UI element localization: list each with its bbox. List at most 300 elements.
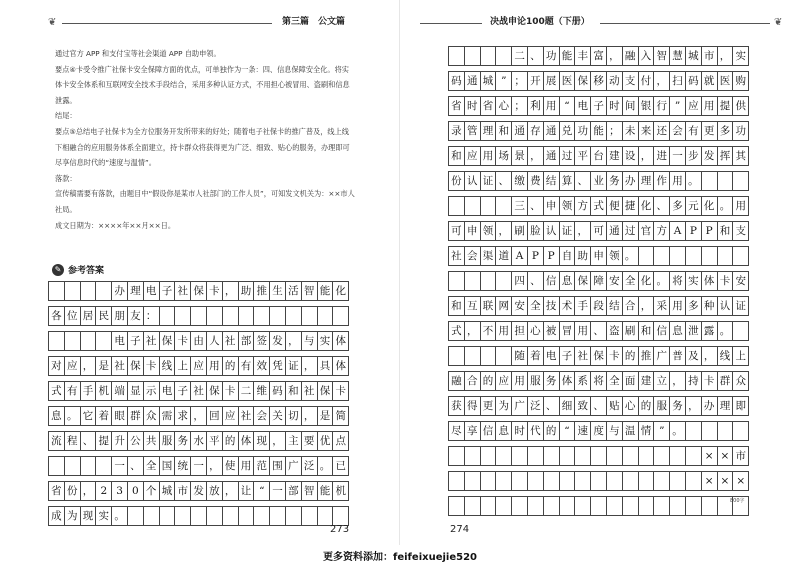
grid-cell: 捷	[622, 197, 638, 215]
grid-cell	[717, 422, 733, 440]
grid-cell: 城	[685, 47, 701, 65]
grid-cell: 普	[669, 347, 685, 365]
grid-cell: 和	[285, 382, 301, 400]
grid-cell: 签	[253, 332, 269, 350]
grid-cell: 机	[332, 482, 348, 500]
grid-cell	[638, 472, 654, 490]
grid-cell: 化	[638, 197, 654, 215]
grid-cell	[222, 307, 238, 325]
grid-cell: 有	[685, 122, 701, 140]
grid-row	[48, 456, 349, 476]
grid-cell: 过	[559, 147, 575, 165]
grid-cell: 办	[111, 282, 127, 300]
grid-cell: 应	[222, 407, 238, 425]
grid-cell	[543, 447, 559, 465]
grid-cell: 通	[606, 222, 622, 240]
grid-cell: 心	[495, 97, 511, 115]
grid-cell	[638, 497, 654, 515]
grid-cell: 渠	[480, 247, 496, 265]
grid-cell: 示	[143, 382, 159, 400]
grid-cell: 发	[269, 332, 285, 350]
grid-cell: 技	[543, 297, 559, 315]
grid-cell: “	[559, 97, 575, 115]
grid-cell: 子	[159, 282, 175, 300]
grid-cell: 度	[590, 422, 606, 440]
grid-row	[448, 321, 749, 341]
grid-cell: 多	[717, 122, 733, 140]
grid-cell: 智	[301, 282, 317, 300]
grid-cell	[332, 507, 348, 525]
grid-cell: 间	[622, 97, 638, 115]
grid-cell	[495, 197, 511, 215]
grid-cell	[701, 422, 717, 440]
grid-cell: 将	[669, 272, 685, 290]
grid-cell	[732, 172, 748, 190]
grid-cell: 挥	[717, 147, 733, 165]
grid-cell	[574, 472, 590, 490]
grid-cell: 台	[590, 147, 606, 165]
grid-cell: 全	[622, 272, 638, 290]
grid-cell	[64, 282, 80, 300]
grid-cell: A	[669, 222, 685, 240]
grid-cell: 时	[606, 97, 622, 115]
grid-cell: 体	[701, 272, 717, 290]
grid-cell	[543, 497, 559, 515]
grid-cell: 不	[480, 322, 496, 340]
grid-cell: 贴	[606, 397, 622, 415]
grid-cell: 为	[64, 507, 80, 525]
grid-cell: 应	[64, 357, 80, 375]
grid-cell: 让	[238, 482, 254, 500]
grid-cell: 景	[511, 147, 527, 165]
grid-cell: 、	[495, 172, 511, 190]
grid-cell: 通	[543, 122, 559, 140]
grid-cell: 有	[64, 382, 80, 400]
grid-cell: 广	[511, 397, 527, 415]
grid-cell: 支	[732, 222, 748, 240]
reference-answer-heading	[52, 263, 104, 276]
grid-cell: 社	[143, 332, 159, 350]
grid-cell: ×	[732, 472, 748, 490]
grid-cell: 、	[543, 397, 559, 415]
grid-cell	[669, 247, 685, 265]
grid-cell	[48, 332, 64, 350]
grid-cell: ，	[190, 407, 206, 425]
grid-cell: 智	[301, 482, 317, 500]
grid-cell: 多	[669, 197, 685, 215]
grid-cell: 居	[80, 307, 96, 325]
grid-cell: 保	[590, 347, 606, 365]
grid-cell: 功	[574, 122, 590, 140]
grid-cell: 份	[64, 482, 80, 500]
grid-cell	[95, 282, 111, 300]
grid-cell: 供	[732, 97, 748, 115]
grid-cell: 、	[527, 272, 543, 290]
grid-cell: 。	[64, 407, 80, 425]
grid-cell: 。	[653, 272, 669, 290]
grid-cell: “	[253, 482, 269, 500]
grid-cell: 和	[448, 147, 464, 165]
grid-cell	[448, 197, 464, 215]
grid-cell: 码	[448, 72, 464, 90]
grid-cell: 担	[511, 322, 527, 340]
grid-cell: 融	[622, 47, 638, 65]
page-number: 274	[450, 524, 470, 535]
grid-cell: ：	[143, 307, 159, 325]
grid-cell: 二	[238, 382, 254, 400]
grid-cell: 卡	[174, 332, 190, 350]
grid-cell: 活	[285, 282, 301, 300]
grid-row	[448, 146, 749, 166]
grid-cell: 、	[80, 432, 96, 450]
grid-cell: 代	[527, 422, 543, 440]
grid-cell: ；	[511, 72, 527, 90]
answer-grid-right	[448, 46, 749, 521]
grid-cell: 证	[732, 297, 748, 315]
grid-cell: 的	[638, 397, 654, 415]
grid-cell: 动	[606, 72, 622, 90]
grid-cell	[495, 447, 511, 465]
grid-cell: 码	[269, 382, 285, 400]
grid-cell: 。	[717, 322, 733, 340]
grid-cell: 用	[511, 372, 527, 390]
grid-cell: ；	[511, 97, 527, 115]
grid-cell: 更	[480, 397, 496, 415]
grid-cell: 城	[480, 72, 496, 90]
grid-cell	[253, 507, 269, 525]
grid-cell: 2	[95, 482, 111, 500]
grid-cell: 电	[574, 97, 590, 115]
grid-cell: 功	[543, 47, 559, 65]
grid-cell: 手	[574, 297, 590, 315]
grid-cell: 建	[606, 147, 622, 165]
grid-cell: 慧	[669, 47, 685, 65]
grid-cell: 式	[448, 322, 464, 340]
grid-cell: 展	[543, 72, 559, 90]
grid-cell: 心	[622, 397, 638, 415]
grid-cell: 发	[190, 482, 206, 500]
grid-cell: 合	[622, 297, 638, 315]
grid-cell: P	[701, 222, 717, 240]
grid-cell	[701, 497, 717, 515]
grid-cell: 务	[606, 172, 622, 190]
grid-cell: 认	[717, 297, 733, 315]
grid-cell: 已	[332, 457, 348, 475]
grid-cell: 可	[590, 222, 606, 240]
grid-cell	[527, 497, 543, 515]
grid-cell: ，	[80, 357, 96, 375]
grid-cell	[190, 307, 206, 325]
grid-row	[48, 406, 349, 426]
grid-cell	[495, 472, 511, 490]
grid-cell	[495, 497, 511, 515]
grid-cell: ×	[717, 472, 733, 490]
grid-cell: 多	[685, 297, 701, 315]
grid-cell: 录	[448, 122, 464, 140]
grid-cell: ，	[574, 222, 590, 240]
grid-cell: 便	[606, 197, 622, 215]
grid-cell	[269, 307, 285, 325]
grid-row	[48, 431, 349, 451]
grid-cell: ，	[80, 482, 96, 500]
grid-row	[48, 381, 349, 401]
grid-cell	[448, 47, 464, 65]
grid-cell	[222, 507, 238, 525]
grid-cell: 通	[543, 147, 559, 165]
grid-cell: 、	[127, 457, 143, 475]
grid-cell: ，	[222, 482, 238, 500]
grid-cell: 市	[701, 47, 717, 65]
grid-cell: 通	[464, 72, 480, 90]
grid-cell: 能	[559, 47, 575, 65]
grid-cell: 、	[590, 322, 606, 340]
grid-row	[448, 46, 749, 66]
grid-cell: 息	[48, 407, 64, 425]
grid-cell: 现	[80, 507, 96, 525]
grid-cell: 时	[464, 97, 480, 115]
grid-cell: 速	[574, 422, 590, 440]
grid-cell	[622, 447, 638, 465]
grid-cell: 理	[717, 397, 733, 415]
grid-cell: 保	[317, 382, 333, 400]
grid-cell: 术	[559, 297, 575, 315]
grid-cell	[464, 347, 480, 365]
grid-cell: 申	[543, 197, 559, 215]
grid-row	[448, 196, 749, 216]
ornament-icon: ❦	[774, 17, 783, 28]
grid-cell: 未	[622, 122, 638, 140]
grid-cell: 的	[222, 432, 238, 450]
grid-cell: 应	[685, 97, 701, 115]
grid-cell	[253, 307, 269, 325]
grid-cell: ，	[269, 432, 285, 450]
grid-cell: 服	[159, 432, 175, 450]
grid-row	[48, 331, 349, 351]
grid-cell: ×	[701, 472, 717, 490]
grid-cell: 。	[685, 172, 701, 190]
grid-cell	[332, 307, 348, 325]
grid-cell: 其	[732, 147, 748, 165]
grid-cell: 办	[622, 172, 638, 190]
grid-cell: 三	[511, 197, 527, 215]
grid-cell: 关	[269, 407, 285, 425]
grid-cell: 与	[301, 332, 317, 350]
grid-cell: 助	[574, 247, 590, 265]
grid-cell: 社	[222, 332, 238, 350]
grid-cell	[590, 447, 606, 465]
paragraph: 宣传稿需要有落款，由题目中“假设你是某市人社部门的工作人员”，可知发文机关为：××市人社局。	[55, 189, 355, 214]
grid-cell: 会	[253, 407, 269, 425]
grid-cell	[543, 472, 559, 490]
grid-cell: ，	[464, 322, 480, 340]
grid-cell: ，	[685, 397, 701, 415]
grid-cell: 服	[653, 397, 669, 415]
grid-cell: 子	[590, 97, 606, 115]
paragraph: 落款：	[55, 173, 77, 183]
grid-cell: 需	[159, 407, 175, 425]
footer-contact: 更多资料添加：feifeixuejie520	[323, 552, 477, 563]
grid-cell: 。	[717, 197, 733, 215]
grid-cell: 全	[606, 372, 622, 390]
grid-cell: 泄	[685, 322, 701, 340]
grid-cell: 实	[685, 272, 701, 290]
grid-cell: 脸	[527, 222, 543, 240]
grid-cell: 联	[480, 297, 496, 315]
grid-cell: 二	[511, 47, 527, 65]
grid-cell: 结	[543, 172, 559, 190]
grid-row	[448, 221, 749, 241]
grid-cell: 自	[559, 247, 575, 265]
grid-cell	[143, 507, 159, 525]
grid-cell	[606, 497, 622, 515]
grid-cell: 与	[606, 422, 622, 440]
grid-cell: 和	[448, 297, 464, 315]
grid-cell: 众	[732, 372, 748, 390]
grid-cell: 推	[638, 347, 654, 365]
grid-cell: 持	[685, 372, 701, 390]
grid-cell: 是	[95, 357, 111, 375]
grid-row	[448, 471, 749, 491]
grid-cell	[590, 497, 606, 515]
grid-cell: 购	[732, 72, 748, 90]
grid-cell: 行	[653, 97, 669, 115]
grid-cell	[480, 472, 496, 490]
grid-cell: 流	[48, 432, 64, 450]
grid-cell: 推	[253, 282, 269, 300]
grid-cell: 化	[638, 272, 654, 290]
grid-cell: 互	[464, 297, 480, 315]
grid-cell: 证	[559, 222, 575, 240]
grid-cell	[317, 507, 333, 525]
grid-cell: 申	[464, 222, 480, 240]
grid-cell: 更	[701, 122, 717, 140]
grid-cell	[685, 472, 701, 490]
grid-cell	[206, 307, 222, 325]
grid-cell	[285, 307, 301, 325]
grid-cell	[574, 497, 590, 515]
grid-cell	[732, 422, 748, 440]
grid-cell: 共	[143, 432, 159, 450]
grid-cell: 心	[527, 322, 543, 340]
grid-cell: 省	[480, 97, 496, 115]
grid-cell	[48, 457, 64, 475]
grid-cell: 务	[669, 397, 685, 415]
grid-cell: 移	[590, 72, 606, 90]
grid-cell: 放	[206, 482, 222, 500]
grid-cell: 平	[206, 432, 222, 450]
grid-cell: 丰	[574, 47, 590, 65]
grid-cell: ，	[669, 372, 685, 390]
grid-cell: 能	[590, 122, 606, 140]
grid-cell: 和	[638, 322, 654, 340]
grid-cell	[301, 507, 317, 525]
grid-cell	[480, 447, 496, 465]
grid-cell: 及	[685, 347, 701, 365]
grid-cell: 合	[464, 372, 480, 390]
grid-cell: 子	[174, 382, 190, 400]
grid-cell: 位	[64, 307, 80, 325]
grid-cell: 卡	[717, 272, 733, 290]
grid-cell: 子	[559, 347, 575, 365]
grid-cell: 采	[653, 297, 669, 315]
grid-cell: 社	[448, 247, 464, 265]
grid-cell: 利	[527, 97, 543, 115]
grid-cell	[685, 447, 701, 465]
grid-cell: ，	[301, 357, 317, 375]
grid-cell: 保	[206, 382, 222, 400]
grid-cell: 。	[622, 247, 638, 265]
grid-cell: 社	[111, 357, 127, 375]
grid-cell	[159, 507, 175, 525]
grid-cell: 应	[495, 372, 511, 390]
grid-cell: 卡	[143, 357, 159, 375]
grid-cell: 手	[80, 382, 96, 400]
grid-cell: ，	[638, 147, 654, 165]
grid-cell: 一	[190, 457, 206, 475]
grid-cell: 泛	[527, 397, 543, 415]
grid-cell: 尽	[448, 422, 464, 440]
grid-cell: 上	[174, 357, 190, 375]
grid-cell	[590, 472, 606, 490]
grid-cell	[238, 507, 254, 525]
grid-cell: 刷	[622, 322, 638, 340]
grid-cell: 电	[111, 332, 127, 350]
grid-cell: 安	[511, 297, 527, 315]
grid-cell: 用	[495, 322, 511, 340]
grid-cell: 信	[653, 322, 669, 340]
grid-cell: 它	[80, 407, 96, 425]
grid-cell: 有	[238, 357, 254, 375]
grid-cell: 系	[574, 372, 590, 390]
grid-cell: 设	[622, 147, 638, 165]
grid-cell: 实	[317, 332, 333, 350]
grid-cell: 办	[701, 397, 717, 415]
grid-cell: P	[543, 247, 559, 265]
left-running-head	[0, 14, 400, 30]
grid-cell	[559, 497, 575, 515]
paragraph: 要点④卡受令推广社保卡安全保障方面的优点，可单独作为一条：四、信息保障安全化。将实体卡安全体系和互联网安全技术手段结合，采用多种认证方式，不用担心被冒用、盗刷和信息泄露。	[55, 64, 350, 105]
grid-cell	[464, 447, 480, 465]
grid-cell	[464, 472, 480, 490]
grid-cell	[638, 447, 654, 465]
grid-cell: 众	[143, 407, 159, 425]
grid-cell: 用	[669, 172, 685, 190]
grid-cell	[669, 472, 685, 490]
grid-cell: 广	[653, 347, 669, 365]
grid-cell: 要	[301, 432, 317, 450]
grid-cell: 领	[606, 247, 622, 265]
grid-cell: 一	[111, 457, 127, 475]
grid-cell: 线	[159, 357, 175, 375]
grid-cell	[448, 447, 464, 465]
grid-cell: 务	[174, 432, 190, 450]
grid-cell	[685, 247, 701, 265]
grid-cell: 、	[527, 47, 543, 65]
grid-cell: 社	[174, 282, 190, 300]
left-page	[0, 0, 400, 545]
grid-cell	[269, 507, 285, 525]
grid-cell: 细	[559, 397, 575, 415]
grid-cell: 温	[622, 422, 638, 440]
grid-cell: 体	[238, 432, 254, 450]
grid-cell: 一	[269, 482, 285, 500]
grid-cell: 具	[317, 357, 333, 375]
grid-cell	[559, 447, 575, 465]
grid-cell	[653, 247, 669, 265]
grid-cell	[317, 307, 333, 325]
grid-cell: P	[527, 247, 543, 265]
grid-cell	[511, 472, 527, 490]
